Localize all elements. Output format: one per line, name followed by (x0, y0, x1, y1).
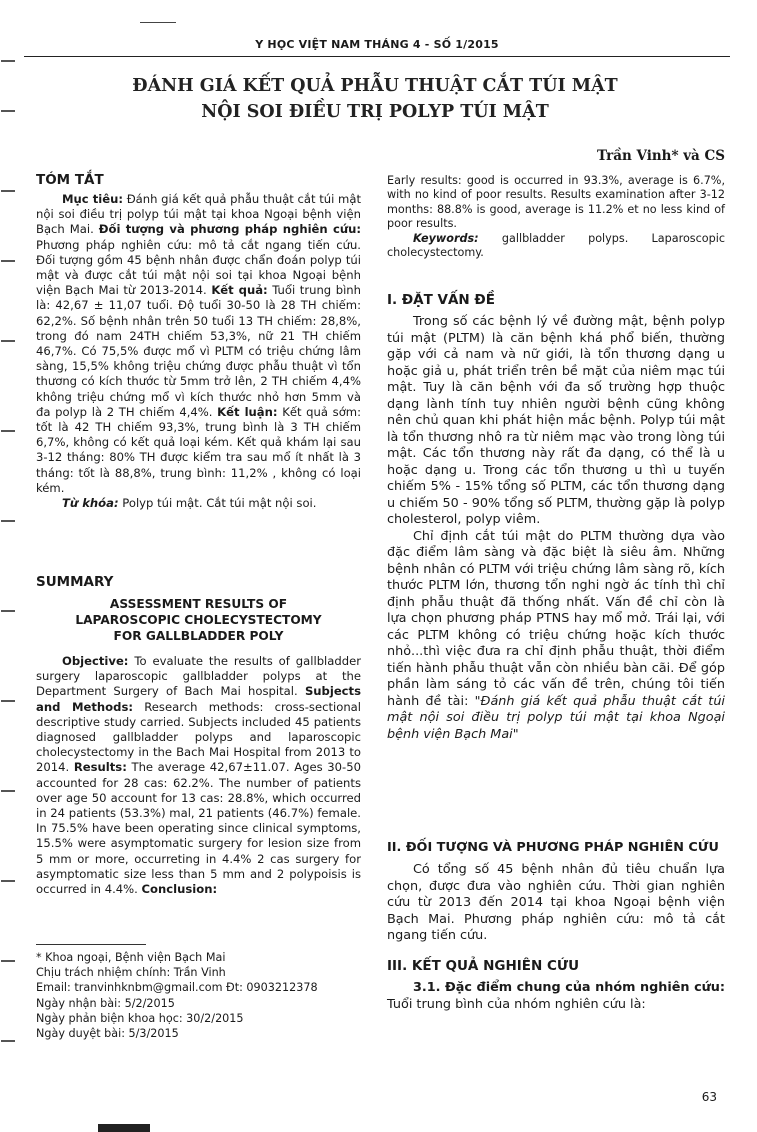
summary-subjects-text: Research methods: cross-sectional descriptive study carried. Subjects included 45 patients diagnosed gallbladder polyps and laparoscopic cholecystectomy in the Bach Mai Hospital from 2013 to 2014. (36, 699, 361, 775)
authors: Trần Vinh* và CS (597, 148, 725, 164)
paper-title-line1: ĐÁNH GIÁ KẾT QUẢ PHẪU THUẬT CẮT TÚI MẬT (132, 76, 618, 96)
summary-conclusion-text: Early results: good is occurred in 93.3%, average is 6.7%, with no kind of poor results. Results examination after 3-12 months: 88.8% is good, average is 11.2% et no less kind of poor results. (387, 174, 725, 231)
paper-title-line2: NỘI SOI ĐIỀU TRỊ POLYP TÚI MẬT (201, 102, 549, 122)
summary-title-line1: ASSESSMENT RESULTS OF (109, 597, 288, 611)
summary-objective-label: Objective: (62, 654, 129, 668)
page-number: 63 (701, 1090, 717, 1104)
results-text: Tuổi trung bình là: 42,67 ± 11,07 tuổi. Độ tuổi 30-50 là 28 TH chiếm: 62,2%. Số bệnh nhân trên 50 tuổi 13 TH chiếm: 28,8%, trong đó nam 24TH chiếm 53,3%, nữ 21 TH chiếm 46,7%. Có 75,5% được mổ vì PLTM có triệu chứng lâm sàng, 15,5% không triệu chứng được phẫu thuật vì tổn thương có kích thước từ 5mm trở lên, 2 TH chiếm 4,4% không triệu chứng mổ vì kích thước nhỏ hơn 5mm và đa polyp là 2 TH chiếm 4,4%. (36, 283, 362, 419)
summary-results-text: The average 42,67±11.07. Ages 30-50 accounted for 28 cas: 62.2%. The number of patients over age 50 account for 13 cas: 28.8%, which occurred in 24 patients (53.3%) mal, 21 patients (46.7%) female. In 75.5% have been operating since clinical symptoms, 15.5% were asymptomatic surgery for lesion size from 5 mm or more, occurreting in 4.4% 2 cas surgery for asymptomatic size less than 5 mm and 2 polypoisis is occurred in 4.4%. (36, 760, 361, 897)
footnote-reviewed: Ngày phản biện khoa học: 30/2/2015 (36, 1011, 244, 1025)
section1-body (387, 314, 725, 743)
subjects-label: Đối tượng và phương pháp nghiên cứu: (98, 222, 362, 237)
section3-body (387, 980, 725, 1013)
conclusion-text: Kết quả sớm: tốt là 42 TH chiếm 93,3%, trung bình là 3 TH chiếm 6,7%, không có kết quả loại kém. Kết quả khám lại sau 3-12 tháng: 80% TH được kiểm tra sau mổ ít nhất là 3 tháng: tốt là 88,8%, trung bình: 11,2% , không có loại kém. (36, 404, 362, 495)
summary-title-line2: LAPAROSCOPIC CHOLECYSTECTOMY (75, 613, 322, 627)
footnote-responsible: Chịu trách nhiệm chính: Trần Vinh (36, 966, 226, 980)
results-label: Kết quả: (211, 283, 268, 298)
objective-label: Mục tiêu: (62, 192, 123, 206)
section3-heading: III. KẾT QUẢ NGHIÊN CỨU (387, 958, 580, 974)
footnote-affiliation: * Khoa ngoại, Bệnh viện Bạch Mai (36, 951, 226, 964)
summary-results-label: Results: (73, 760, 127, 775)
section1-paragraph2-end: Vấn đề chỉ còn là lựa chọn phương pháp PTNS hay mổ mở. Trái lại, với các PLTM không có triệu chứng hoặc kích thước nhỏ...thì việc đưa ra chỉ định phẫu thuật, thời điểm tiến hành phẫu thuật vẫn còn nhiều bàn cãi. Để góp phần làm sáng tỏ các vấn đề trên, chúng tôi tiến hành đề tài: (387, 594, 725, 709)
summary-continued (387, 174, 725, 260)
summary-subjects-label: Subjects and Methods: (36, 684, 361, 714)
section3-text: Tuổi trung bình của nhóm nghiên cứu là: (387, 996, 646, 1012)
conclusion-label: Kết luận: (217, 404, 278, 419)
keywords-vi-label: Từ khóa: (62, 496, 119, 511)
subjects-text: Phương pháp nghiên cứu: mô tả cắt ngang tiến cứu. Đối tượng gồm 45 bệnh nhân được chẩn đoán polyp túi mật và được cắt túi mật nội soi tại khoa Ngoại bệnh viện Bạch Mai từ 2013-2014. (36, 237, 361, 298)
keywords-vi-text: Polyp túi mật. Cắt túi mật nội soi. (122, 496, 317, 511)
summary-heading: SUMMARY (36, 574, 114, 590)
section3-subheading: 3.1. Đặc điểm chung của nhóm nghiên cứu: (413, 980, 725, 995)
scan-artifact (98, 1124, 150, 1132)
top-divider (140, 22, 176, 23)
keywords-en-text: gallbladder polyps. Laparoscopic cholecystectomy. (387, 231, 725, 260)
section1-study-title: "Đánh giá kết quả phẫu thuật cắt túi mật nội soi điều trị polyp túi mật tại khoa Ngoại bệnh viện Bạch Mai" (387, 693, 725, 742)
journal-header: Y HỌC VIỆT NAM THÁNG 4 - SỐ 1/2015 (255, 38, 499, 51)
footnote-accepted: Ngày duyệt bài: 5/3/2015 (36, 1027, 179, 1041)
keywords-en-label: Keywords: (413, 231, 479, 245)
footnote-rule (36, 944, 146, 945)
section1-paragraph2-start: Chỉ định cắt túi mật do PLTM thường dựa vào đặc điểm lâm sàng và đặc biệt là siêu âm. Những bệnh nhân có PLTM với triệu chứng lâm sàng rõ, kích thước PLTM lớn, thương tổn nghi ngờ ác tính thì chỉ định phẫu thuật đã thống nhất. (387, 528, 725, 610)
header-rule (24, 56, 730, 57)
scan-left-edge (0, 0, 22, 1132)
objective-text: Đánh giá kết quả phẫu thuật cắt túi mật nội soi điều trị polyp túi mật tại khoa Ngoại bệnh viện Bạch Mai. (36, 192, 362, 237)
summary-abstract (36, 654, 361, 897)
summary-conclusion-label: Conclusion: (141, 882, 218, 897)
footnote-received: Ngày nhận bài: 5/2/2015 (36, 996, 175, 1010)
summary-title (36, 596, 361, 644)
section2-heading: II. ĐỐI TƯỢNG VÀ PHƯƠNG PHÁP NGHIÊN CỨU (387, 840, 719, 855)
section2-body (387, 862, 725, 945)
footnote-contact: Email: tranvinhknbm@gmail.com Đt: 0903212378 (36, 981, 318, 995)
section1-heading: I. ĐẶT VẤN ĐỀ (387, 292, 495, 308)
tom-tat-abstract (36, 192, 361, 511)
section1-paragraph1: Trong số các bệnh lý về đường mật, bệnh polyp túi mật (PLTM) là căn bệnh khá phổ biến, thường gặp với cả nam và nữ giới, là tổn thương dạng u hoặc giả u, phát triển trên bề mặt của niêm mạc túi mật. Tuy là căn bệnh với đa số trường hợp thuộc dạng lành tính tuy nhiên người bệnh cũng không nên chủ quan khi phát hiện mắc bệnh. Polyp túi mật là tổn thương nhô ra từ niêm mạc vào trong lòng túi mật. Các tổn thương này rất đa dạng, có thể là u hoặc dạng u. Trong các tổn thương u thì u tuyến chiếm 5% - 15% tổng số PLTM, các tổn thương dạng u chiếm 50 - 90% tổng số PLTM, thường gặp là polyp cholesterol, polyp viêm. (387, 314, 725, 527)
summary-objective-text: To evaluate the results of gallbladder surgery laparoscopic gallbladder polyps at the Department Surgery of Bach Mai hospital. (36, 654, 362, 699)
section2-paragraph1: Có tổng số 45 bệnh nhân đủ tiêu chuẩn lựa chọn, được đưa vào nghiên cứu. Thời gian nghiên cứu từ 2013 đến 2014 tại khoa Ngoại bệnh viện Bạch Mai. Phương pháp nghiên cứu: mô tả cắt ngang tiến cứu. (387, 862, 725, 943)
footnotes (36, 950, 366, 1041)
tom-tat-heading: TÓM TẮT (36, 172, 104, 188)
summary-title-line3: FOR GALLBLADDER POLY (113, 629, 284, 643)
